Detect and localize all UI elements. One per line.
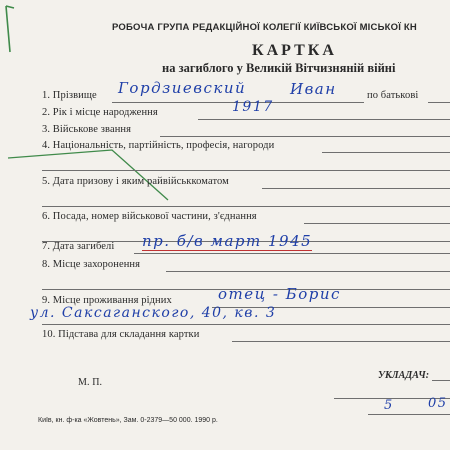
field-draft-line: [262, 188, 450, 189]
date-line: [368, 414, 450, 415]
field-death-line: [134, 253, 450, 254]
compiler-line: [432, 380, 450, 381]
field-unit-line: [304, 223, 450, 224]
date-day-value: 5: [384, 398, 394, 413]
field-birth-value: 1917: [232, 99, 274, 115]
field-draft-line2: [42, 206, 450, 207]
field-nationality-line: [322, 152, 450, 153]
card-subtitle: на загиблого у Великій Вітчизняній війні: [162, 61, 396, 75]
field-draft-label: 5. Дата призову і яким райвійськкоматом: [42, 176, 229, 187]
field-unit-label: 6. Посада, номер військової частини, з'єднання: [42, 211, 257, 222]
field-burial-line: [166, 271, 450, 272]
organization-header: РОБОЧА ГРУПА РЕДАКЦІЙНОЇ КОЛЕГІЇ КИЇВСЬКОЇ МІСЬКОЇ КН: [112, 22, 417, 33]
field-surname-value: Гордзиевский: [118, 79, 247, 97]
field-patronymic-line: [428, 102, 450, 103]
field-rank-label: 3. Військове звання: [42, 124, 132, 135]
field-relatives-label: 9. Місце проживання рідних: [42, 295, 172, 306]
field-basis-line: [232, 341, 450, 342]
field-burial-label: 8. Місце захоронення: [42, 259, 141, 270]
stamp-place-label: М. П.: [78, 377, 103, 388]
print-info: Київ, кн. ф-ка «Жовтень», Зам. 0-2379—50 000. 1990 р.: [38, 417, 218, 424]
card-title: КАРТКА: [252, 42, 337, 59]
field-relatives-line2: [42, 324, 450, 325]
field-relatives-value: отец - Борис: [218, 285, 341, 303]
field-birth-line: [198, 119, 450, 120]
field-surname-label: 1. Прізвище: [42, 90, 97, 101]
field-nationality-label: 4. Національність, партійність, професія, нагороди: [42, 140, 275, 151]
field-birth-label: 2. Рік і місце народження: [42, 107, 158, 118]
field-relatives-address: ул. Саксаганского, 40, кв. 3: [30, 305, 277, 321]
compiler-label: УКЛАДАЧ:: [378, 370, 430, 381]
field-patronymic-label: по батькові: [367, 90, 419, 101]
field-name-value: Иван: [290, 80, 337, 98]
date-month-value: 05: [428, 396, 448, 411]
field-basis-label: 10. Підстава для складання картки: [42, 329, 200, 340]
field-rank-line: [160, 136, 450, 137]
field-nationality-line2: [42, 170, 450, 171]
field-death-value: пр. б/в март 1945: [142, 232, 313, 250]
field-death-label: 7. Дата загибелі: [42, 241, 115, 252]
